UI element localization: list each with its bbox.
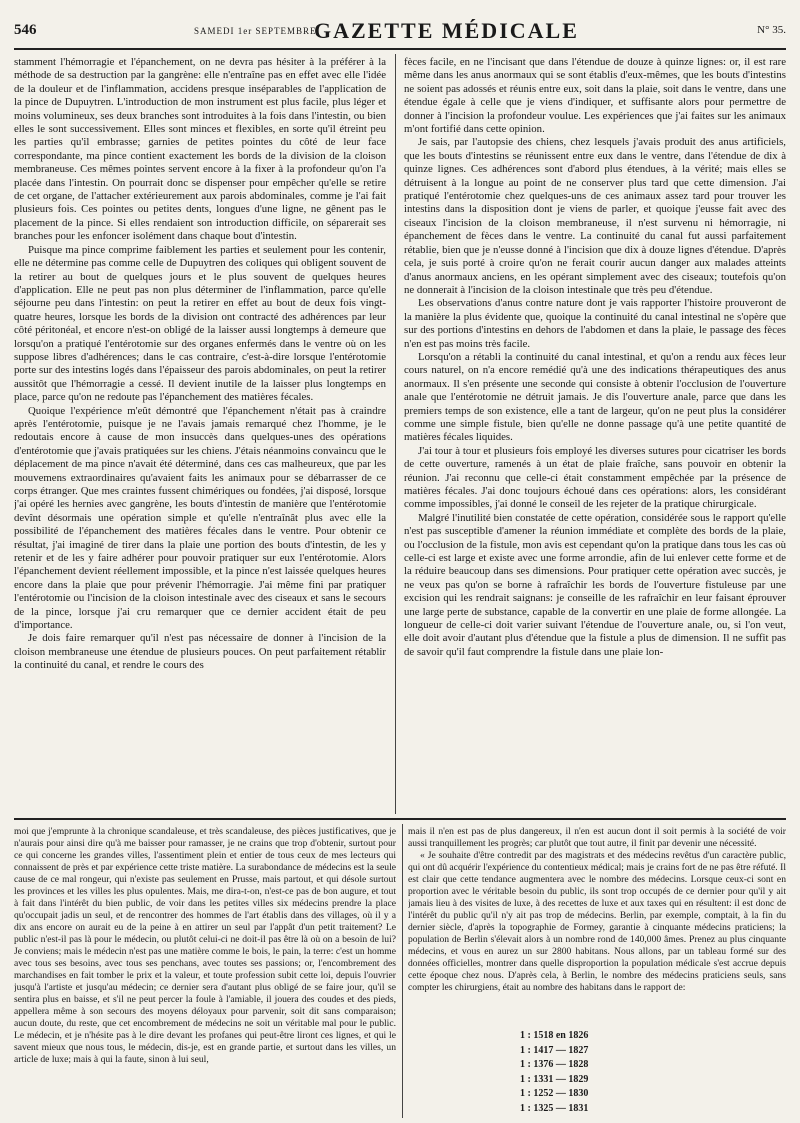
ratio-value: 1 : 1376 (520, 1059, 554, 1071)
year-value: — 1830 (555, 1088, 589, 1100)
year-value: — 1831 (555, 1102, 589, 1114)
ratio-value: 1 : 1417 (520, 1044, 554, 1056)
table-row (520, 1059, 720, 1074)
paragraph: Je sais, par l'autopsie des chiens, chez lesquels j'avais produit des anus artificiels, que les bouts d'intestins se réunissent entre eux dans le ventre, dans l'étendue de dix à quinze lignes. Ces adhérences sont d'abord plus étendues, à la vérité; mais elles se détruisent à la longue au point de ne conserver plus tard que cette dimension. J'ai pratiqué l'entérotomie chez quelques-uns de ces animaux assez tard pour trouver les intestins dans la disposition dont je viens de parler, et quoique j'eusse fait avec des ciseaux l'incision de la cloison membraneuse, il n'est survenu ni hémorragie, ni épanchement de fèces dans le ventre. La continuité du canal fut aussi parfaitement rétablie, bien que je n'eusse donné à l'incision que dix à douze lignes d'étendue. D'après cela, je suis porté à croire qu'on ne ferait courir aucun danger aux malades atteints d'anus anormaux anciens, en les opérant simplement avec des ciseaux; toutefois qu'on ne donnerait à l'incision de la cloison intestinale que très peu d'étendue. (404, 136, 786, 296)
page-number: 546 (14, 22, 37, 38)
year-value: en 1826 (555, 1030, 589, 1041)
paragraph: moi que j'emprunte à la chronique scandaleuse, et très scandaleuse, des pièces justificatives, que je n'aurais pour ainsi dire qu'à me baisser pour ramasser, je ne crains que trop d'obtenir, surtout pour ce qui concerne les grandes villes, l'assentiment plein et entier de tous ceux de mes lecteurs qui connaissent de près et par expérience cette triste matière. La surabondance de médecins est la seule cause de ce mal rongeur, qui n'existe pas seulement en Prusse, mais partout, et qui désole surtout les provinces et les villes les plus opulentes. Mais, me dira-t-on, n'est-ce pas de bon augure, et tout à fait dans l'intérêt du bien public, de voir dans les petites villes six médecins prendre la place qu'occupait jadis un seul, et de rencontrer des hommes de l'art établis dans des villages, où il y a dix ans encore on aurait eu de la peine à en attirer un seul par l'appât d'un petit traitement? Le public n'est-il pas là pour le médecin, ou plutôt celui-ci ne doit-il pas être là où on a besoin de lui? Je conviens; mais le médecin n'est pas une matière comme le bois, le pain, la terre: c'est un homme avec tous ses besoins, avec tous ses penchans, avec toutes ses passions; or, l'encombrement des marchandises en fait tomber le prix et la valeur, et toute profession subit cette loi, depuis l'ouvrier jusqu'à l'artiste et jusqu'au médecin; ce dernier sera d'autant plus obligé de se faire jour, qu'il se sentira plus en baisse, et s'il ne peut percer la foule à l'amiable, il jouera des coudes et des pieds, appellera même à son secours des moyens déloyaux pour parvenir, soit dit sans comparaison; aucun doute, du reste, que cet encombrement de médecins ne soit un véritable mal pour le public. Le médecin, et je n'hésite pas à le dire devant les profanes qui peut-être liront ces lignes, et qui le savent mieux que nous tous, le médecin, dis-je, est en grande partie, et surtout dans les villes, un article de luxe; mais à qui la faute, sinon à lui seul, (14, 826, 396, 1065)
table-row (520, 1088, 720, 1103)
feuilleton-rule (14, 818, 786, 820)
dateline: SAMEDI 1er SEPTEMBRE (194, 26, 317, 36)
journal-title: GAZETTE MÉDICALE (314, 18, 579, 43)
feuilleton-column-right (408, 826, 786, 1026)
table-row (520, 1074, 720, 1089)
table-row (520, 1030, 720, 1045)
paragraph: « Je souhaite d'être contredit par des magistrats et des médecins revêtus d'un caractère public, qui ont dû acquérir l'expérience du contentieux médical; mais je crains fort de ne pas être réfuté. Il est clair que cette tendance augmentera avec le nombre des médecins. Lorsque ceux-ci sont en proportion avec le véritable besoin du public, ils sont trop occupés de ce dernier pour qu'il y ait jamais lieu à des visites de luxe, à des recettes de luxe et aux taxes qui en résultent: il est donc de l'intérêt du public qu'il n'y ait pas trop de médecins. Berlin, par exemple, comptait, à la fin du dernier siècle, d'après la topographie de Formey, garantie à cinquante médecins praticiens; la population de Berlin s'élevait alors à un nombre rond de 140,000 âmes. Prenez au plus cinquante médecins, et vous en aurez un sur 2800 habitans. Nous allons, par un tableau formé sur des données officielles, montrer dans quelle disproportion la population médicale s'est accrue depuis cette époque chez nous. D'après cela, à Berlin, le nombre des médecins praticiens seuls, sans compter les chirurgiens, était au nombre des habitans dans le rapport de: (408, 850, 786, 993)
column-divider (395, 54, 396, 814)
issue-number: N° 35. (757, 24, 786, 36)
paragraph: Je dois faire remarquer qu'il n'est pas nécessaire de donner à l'incision de la cloison membraneuse une étendue de plusieurs pouces. On peut parfaitement rétablir la continuité du canal, et rendre le cours des (14, 632, 386, 672)
page-header (14, 14, 786, 50)
paragraph: stamment l'hémorragie et l'épanchement, on ne devra pas hésiter à la préférer à la méthode de sa destruction par la gangrène: elle n'entraîne pas en effet avec elle l'idée de la douleur et de l'inflammation, accidens presque inséparables de l'application de la pince de Dupuytren. L'introduction de mon instrument est plus facile, plus léger et moins volumineux, ses deux branches sont introduites à la fois dans l'intestin, ou bien elles le sont successivement. Elles sont minces et flexibles, en sorte qu'il étreint peu les parties qu'il embrasse; garnies de petites pointes du côté de leur face correspondante, ma pince contient exactement les bords de la division de la cloison membraneuse. Ces mêmes pointes servent encore à la fixer à la profondeur qu'on l'a placée dans l'intestin. On pourrait donc se dispenser pour empêcher qu'elle se retire de cet organe, de l'attacher extérieurement aux parois abdominales, comme je l'ai fait plusieurs fois. Ces pointes ou petites dents, longues d'une ligne, ne gênent pas le placement de la pince. Si elles rendaient son introduction difficile, on séparerait ses branches pour les enfoncer isolément dans chaque bout d'intestin. (14, 56, 386, 243)
year-value: — 1829 (555, 1073, 589, 1085)
paragraph: Lorsqu'on a rétabli la continuité du canal intestinal, et qu'on a rendu aux fèces leur cours naturel, on n'a encore remédié qu'à une des indications thérapeutiques des anus anormaux. Il s'en présente une seconde qui consiste à obtenir l'occlusion de l'ouverture anale que l'entérotomie ne détruit jamais. Je dis l'ouverture anale, parce que dans les premiers temps de son existence, elle a tant de largeur, qu'on ne peut plus la considérer comme une simple fistule, bien qu'elle ne donne passage qu'à une petite quantité de matières fécales liquides. (404, 350, 786, 444)
ratio-value: 1 : 1325 (520, 1102, 554, 1114)
table-row (520, 1045, 720, 1060)
feuilleton-column-left (14, 826, 396, 1116)
feuilleton-divider (402, 824, 403, 1118)
table-row (520, 1103, 720, 1118)
paragraph: J'ai tour à tour et plusieurs fois employé les diverses sutures pour cicatriser les bords de cette ouverture, ramenés à un état de plaie fraîche, sans pouvoir en obtenir la réunion. J'ai reconnu que celle-ci était constamment empêchée par la présence de matières fécales. J'ai donc toujours échoué dans ces opérations: alors, les considérant comme impossibles, j'ai donné le conseil de les rejeter de la pratique chirurgicale. (404, 444, 786, 511)
ratio-value: 1 : 1331 (520, 1073, 554, 1085)
paragraph: fèces facile, en ne l'incisant que dans l'étendue de douze à quinze lignes: or, il est rare même dans les anus anormaux qui se sont établis d'eux-mêmes, que les bouts d'intestins ne soient pas adossés et réunis entre eux, soit dans la plaie, soit dans le ventre, dans une étendue égale à celle que je viens d'indiquer, et suffisante alors pour permettre de donner à l'incision la profondeur voulue. Les expériences que j'ai faites sur les animaux m'ont fortifié dans cette opinion. (404, 56, 786, 136)
paragraph: mais il n'en est pas de plus dangereux, il n'en est aucun dont il soit permis à la société de voir aussi tranquillement les progrès; car plutôt que tout autre, il finit par devenir une nécessité. (408, 826, 786, 849)
paragraph: Les observations d'anus contre nature dont je vais rapporter l'histoire prouveront de la manière la plus évidente que, quoique la continuité du canal intestinal ne s'opère que sur des portions d'intestins en dehors de l'abdomen et dans la plaie, le passage des fèces n'en est pas moins très facile. (404, 297, 786, 350)
year-value: — 1828 (555, 1059, 589, 1071)
ratio-value: 1 : 1252 (520, 1088, 554, 1100)
year-value: — 1827 (555, 1044, 589, 1056)
ratio-value: 1 : 1518 (520, 1030, 554, 1041)
paragraph: Malgré l'inutilité bien constatée de cette opération, considérée sous le rapport qu'elle n'est pas susceptible d'amener la réunion immédiate et complète des bords de la plaie, ou l'occlusion de la fistule, mon avis est cependant qu'on la pratique dans tous les cas où celle-ci est large et existe avec une forme arrondie, afin de lui enlever cette forme et de la réduire beaucoup dans ses dimensions. Pour pratiquer cette opération avec succès, je ne veux pas qu'on se borne à rafraîchir les bords de l'ouverture fistuleuse par une excision qui les rendrait saignans: je conseille de les rafraîchir en leur faisant éprouver une large perte de substance, capable de la convertir en une plaie de forme allongée. La longueur de celle-ci doit varier suivant l'étendue de l'ouverture anale, ou, si l'on veut, elle doit avoir d'autant plus d'étendue que la fistule a plus de dimension. Il ne suffit pas de savoir qu'il faut comprendre la fistule dans une plaie lon- (404, 511, 786, 658)
paragraph: Puisque ma pince comprime faiblement les parties et seulement pour les contenir, elle ne détermine pas comme celle de Dupuytren des coliques qui obligent souvent de la retirer au bout de quelques jours et le plus souvent de quelques heures d'application. Elle ne peut pas non plus déterminer de l'inflammation, parce qu'elle séjourne peu dans l'intestin: on peut la retirer en effet au bout de deux fois vingt-quatre heures, lorsque les bords de la division ont contracté des adhérences par leur côté péritonéal, et encore n'est-on obligé de la laisser aussi longtemps à demeure que lorsqu'on a pratiqué l'entérotomie sur des organes enfermés dans le ventre où on les suppose libres d'adhérences; dans le cas contraire, c'est-à-dire lorsque l'entérotomie porte sur des intestins logés dans l'épaisseur des parois abdominales, on peut la retirer aussitôt que l'hémorragie a cessé. Il devient inutile de la laisser plus longtemps en place, parce qu'on ne redoute pas l'épanchement des matières fécales. (14, 243, 386, 404)
physician-ratio-table (520, 1030, 720, 1118)
article-column-right (404, 56, 786, 816)
paragraph: Quoique l'expérience m'eût démontré que l'épanchement n'était pas à craindre après l'entérotomie, puisque je ne l'avais jamais remarqué chez l'homme, je le redoutais encore à cause de mon insuccès dans quelques-unes des opérations d'entérotomie que j'avais pratiquées sur les chiens. J'étais néanmoins convaincu que le déplacement de ma pince n'avait été déterminé, dans ces cas malheureux, que par les mouvemens extraordinaires qu'avaient faits les animaux pour se débarrasser de ce corps étranger. Que mes craintes fussent chimériques ou fondées, j'ai disposé, lorsque j'ai opéré les hernies avec gangrène, les bouts d'intestin de manière que l'entérotomie devînt désormais une opération simple et qu'elle n'entraînât plus avec elle la possibilité de l'épanchement des matières fécales dans le ventre. Pour obtenir ce résultat, j'ai imaginé de tirer dans la plaie une portion des bouts d'intestin, de les y retenir et de les y faire adhérer pour pouvoir pratiquer sur eux l'entérotomie. Alors l'épanchement devient réellement impossible, et la pince n'est laissée quelques heures encore dans la plaie que pour prévenir l'hémorragie. J'ai même fini par pratiquer l'entérotomie ou l'incision de la cloison intestinale avec des ciseaux et sans le secours de la pince, lorsque j'ai cru remarquer que ce dernier accident était de peu d'importance. (14, 404, 386, 632)
article-column-left (14, 56, 386, 816)
